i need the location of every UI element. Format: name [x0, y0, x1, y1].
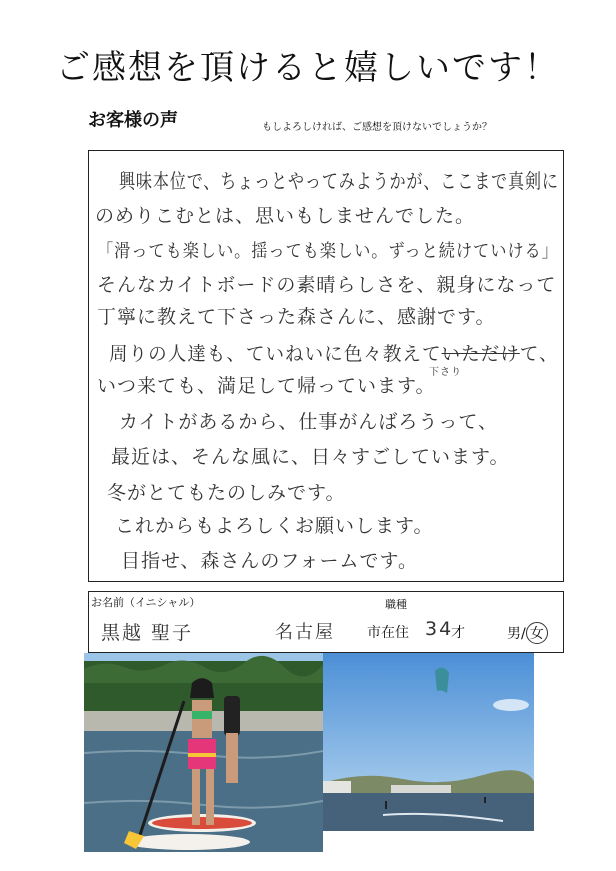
comment-line-3: 「滑っても楽しい。揺っても楽しい。ずっと続けていける」: [97, 241, 559, 262]
page-title: ご感想を頂けると嬉しいです！: [56, 48, 560, 88]
paddleboard-photo-image: [84, 653, 323, 852]
comment-line-11: これからもよろしくお願いします。: [115, 515, 434, 537]
city-suffix: 市在住: [367, 625, 409, 641]
gender-male: 男/: [507, 626, 526, 642]
kite-photo-image: [323, 653, 534, 831]
job-label: 職種: [385, 598, 407, 611]
comment-line-10: 冬がとてもたのしみです。: [107, 482, 346, 504]
comment-line-1: 興味本位で、ちょっとやってみようかが、ここまで真剣に: [119, 169, 559, 193]
comment-line-4: そんなカイトボードの素晴らしさを、親身になって: [97, 274, 557, 296]
kite-photo: [323, 653, 534, 831]
age-suffix: 才: [451, 625, 465, 641]
name-label: お名前（イニシャル）: [91, 596, 201, 609]
comment-line-6: [109, 339, 559, 366]
comment-box: [88, 150, 564, 582]
section-label: お客様の声: [88, 110, 178, 131]
comment-line-2: のめりこむとは、思いもしませんでした。: [95, 205, 476, 227]
comment-line-7: いつ来ても、満足して帰っています。: [97, 375, 436, 397]
comment-line-6-tail: て、: [519, 343, 559, 365]
comment-line-5: 丁寧に教えて下さった森さんに、感謝です。: [97, 306, 496, 328]
paddleboard-photo: [84, 653, 323, 852]
gender-field: [507, 622, 548, 644]
inserted-text: 下さり: [429, 367, 462, 378]
info-box: [88, 591, 564, 653]
name-value: 黒越 聖子: [101, 622, 194, 644]
section-hint: もしよろしければ、ご感想を頂けないでしょうか？: [262, 122, 492, 133]
struck-text: いただけ: [441, 343, 520, 365]
comment-line-9: 最近は、そんな風に、日々すごしています。: [111, 446, 510, 468]
age-value: 34: [425, 618, 454, 640]
comment-line-12: 目指せ、森さんのフォームです。: [121, 550, 418, 572]
gender-female-circled: 女: [526, 622, 548, 644]
comment-line-6-main: 周りの人達も、ていねいに色々教えて: [109, 343, 442, 365]
city-value: 名古屋: [275, 622, 335, 643]
comment-line-8: カイトがあるから、仕事がんばろうって、: [119, 411, 499, 433]
